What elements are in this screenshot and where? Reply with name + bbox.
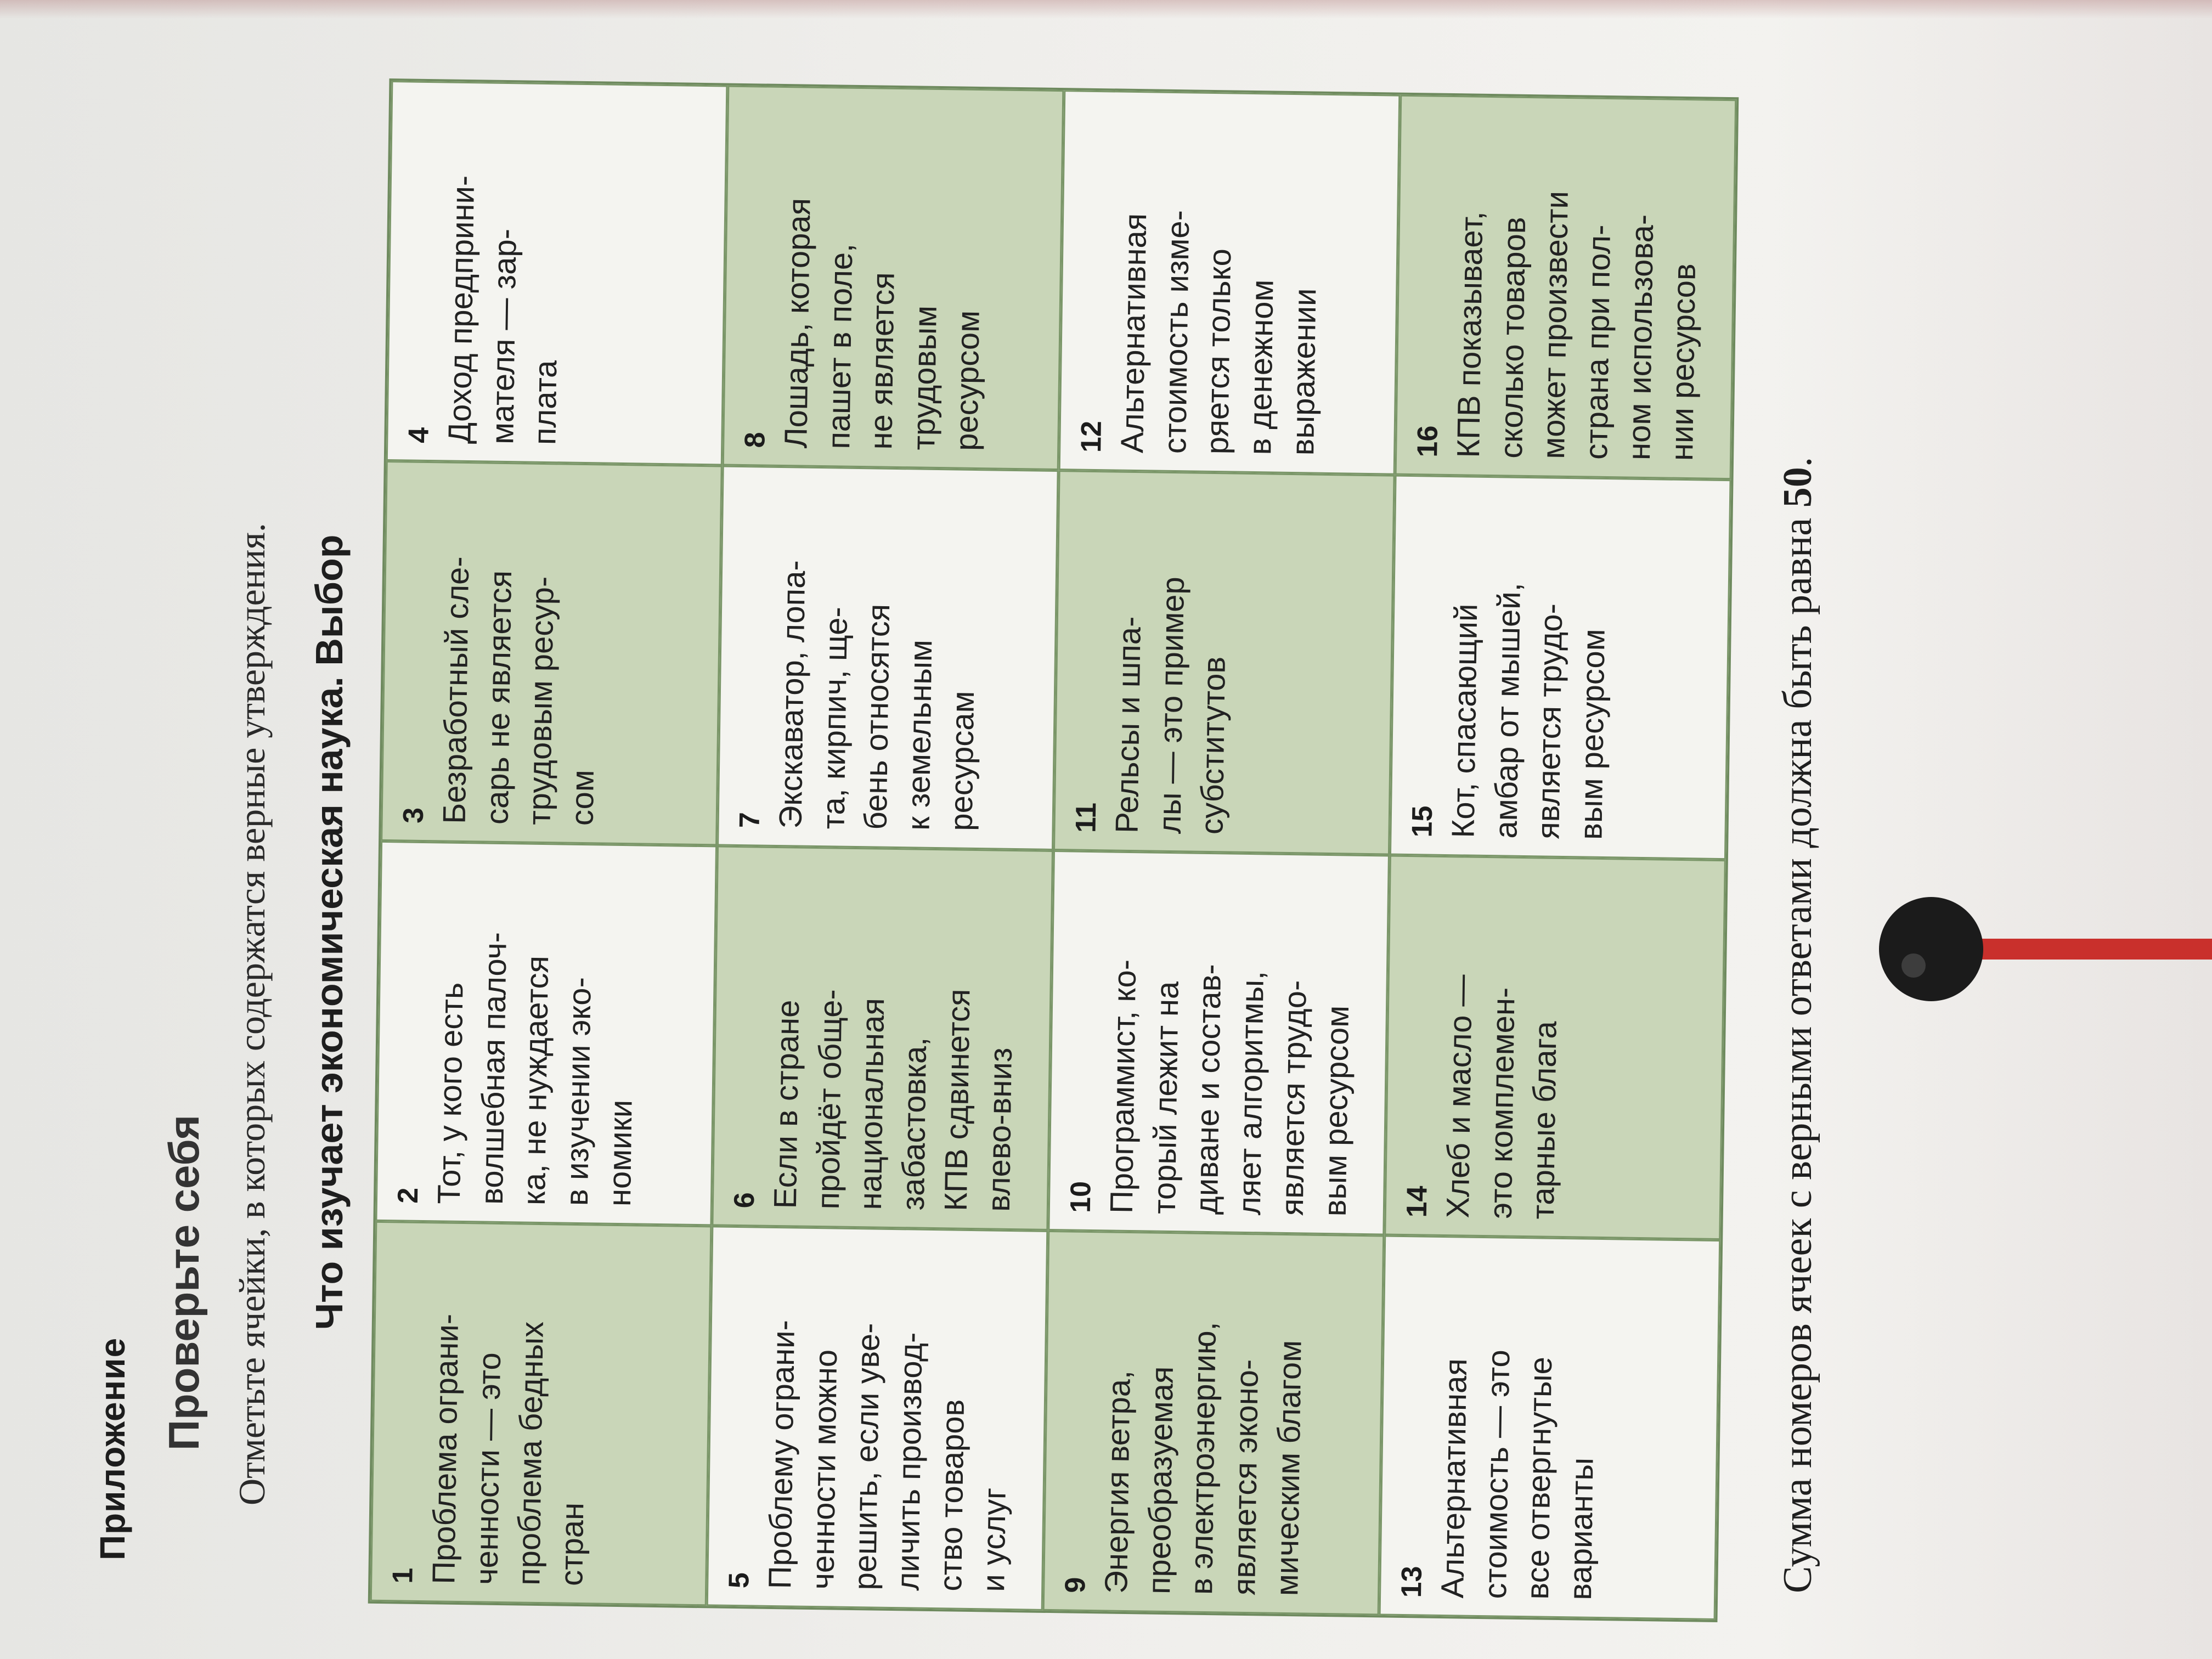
statement-cell-13[interactable] [1379,1235,1721,1620]
statement-cell-12[interactable] [1059,90,1401,475]
cell-number: 12 [1075,420,1108,453]
statement-cell-2[interactable] [375,841,717,1226]
statement-cell-1[interactable] [370,1221,712,1606]
cell-number: 16 [1412,425,1444,458]
cell-text: Альтернативная стоимость изме- ряется только в денежном выражении [1114,210,1323,456]
cell-number: 15 [1406,805,1439,838]
statement-cell-16[interactable] [1395,95,1737,479]
statement-cell-5[interactable] [707,1226,1048,1610]
footer-text: Сумма номеров ячеек с верными ответами должна быть равна [1775,517,1820,1593]
pen-ball-tip [1879,897,1983,1001]
statement-cell-14[interactable] [1384,855,1726,1240]
cell-number: 10 [1064,1181,1097,1214]
cell-text: Программист, ко- торый лежит на диване и состав- ляет алгоритмы, является трудо- вым ресурсом [1103,959,1356,1217]
pen-pointer [1865,809,2212,1083]
cell-text: Кот, спасающий амбар от мышей, является трудо- вым ресурсом [1445,582,1612,840]
footer-value: 50 [1775,467,1820,508]
cell-number: 5 [723,1572,755,1589]
cell-text: Проблему ограни- ченности можно решить, если уве- личить производ- ство товаров и услуг [762,1319,1013,1593]
cell-text: Рельсы и шпа- лы — это пример субститутов [1109,576,1233,835]
statement-cell-9[interactable] [1043,1231,1385,1615]
statement-cell-6[interactable] [712,845,1053,1230]
cell-text: Безработный сле- сарь не является трудовым ресур- сом [436,556,601,826]
exercise-title: Что изучает экономическая наука. Выбор [308,534,351,1330]
footer-end: . [1775,456,1820,467]
cell-text: Альтернативная стоимость — это все отвергнутые варианты [1435,1349,1600,1600]
statement-cell-7[interactable] [717,466,1059,850]
statement-cell-10[interactable] [1048,850,1390,1235]
cell-text: Проблема ограни- ченности — это проблема бедных стран [426,1313,591,1587]
statement-cell-11[interactable] [1053,470,1395,855]
cell-text: Если в стране пройдёт обще- национальная забастовка, КПВ сдвинется влево-вниз [767,989,1019,1212]
statements-grid [368,78,1739,1622]
cell-text: Доход предприни- мателя — зар- плата [442,175,564,445]
cell-text: Энергия ветра, преобразуемая в электроэнергию, является эконо- мическим благом [1098,1321,1308,1596]
cell-text: Экскаватор, лопа- та, кирпич, ще- бень относятся к земельным ресурсам [772,560,981,832]
cell-number: 1 [387,1567,419,1584]
statement-cell-8[interactable] [723,86,1064,470]
statement-cell-15[interactable] [1390,475,1731,860]
page-heading: Проверьте себя [160,1114,208,1451]
cell-number: 4 [403,427,435,444]
cell-number: 11 [1070,802,1103,833]
statement-cell-3[interactable] [381,461,723,845]
pen-highlight [1901,953,1926,978]
cell-number: 9 [1059,1577,1092,1594]
cell-number: 2 [392,1187,425,1204]
section-label: Приложение [93,1337,132,1560]
book-edge [0,0,2212,19]
cell-number: 3 [397,807,430,824]
cell-number: 6 [728,1192,761,1209]
cell-number: 13 [1396,1566,1428,1598]
cell-text: КПВ показывает, сколько товаров может произвести страна при пол- ном использова- нии ресурсов [1451,190,1702,461]
cell-number: 8 [739,432,771,448]
cell-text: Тот, у кого есть волшебная палоч- ка, не нуждается в изучении эко- номики [431,932,639,1207]
instruction-text: Отметьте ячейки, в которых содержатся верные утверждения. [231,523,273,1505]
cell-text: Лошадь, которая пашет в поле, не является трудовым ресурсом [778,198,986,452]
cell-number: 7 [733,811,766,828]
statement-cell-4[interactable] [386,81,728,465]
pen-body [1948,939,2212,960]
answer-sum-note [1775,457,1821,1593]
cell-number: 14 [1401,1186,1434,1218]
cell-text: Хлеб и масло — это комплемен- тарные блага [1440,974,1564,1220]
